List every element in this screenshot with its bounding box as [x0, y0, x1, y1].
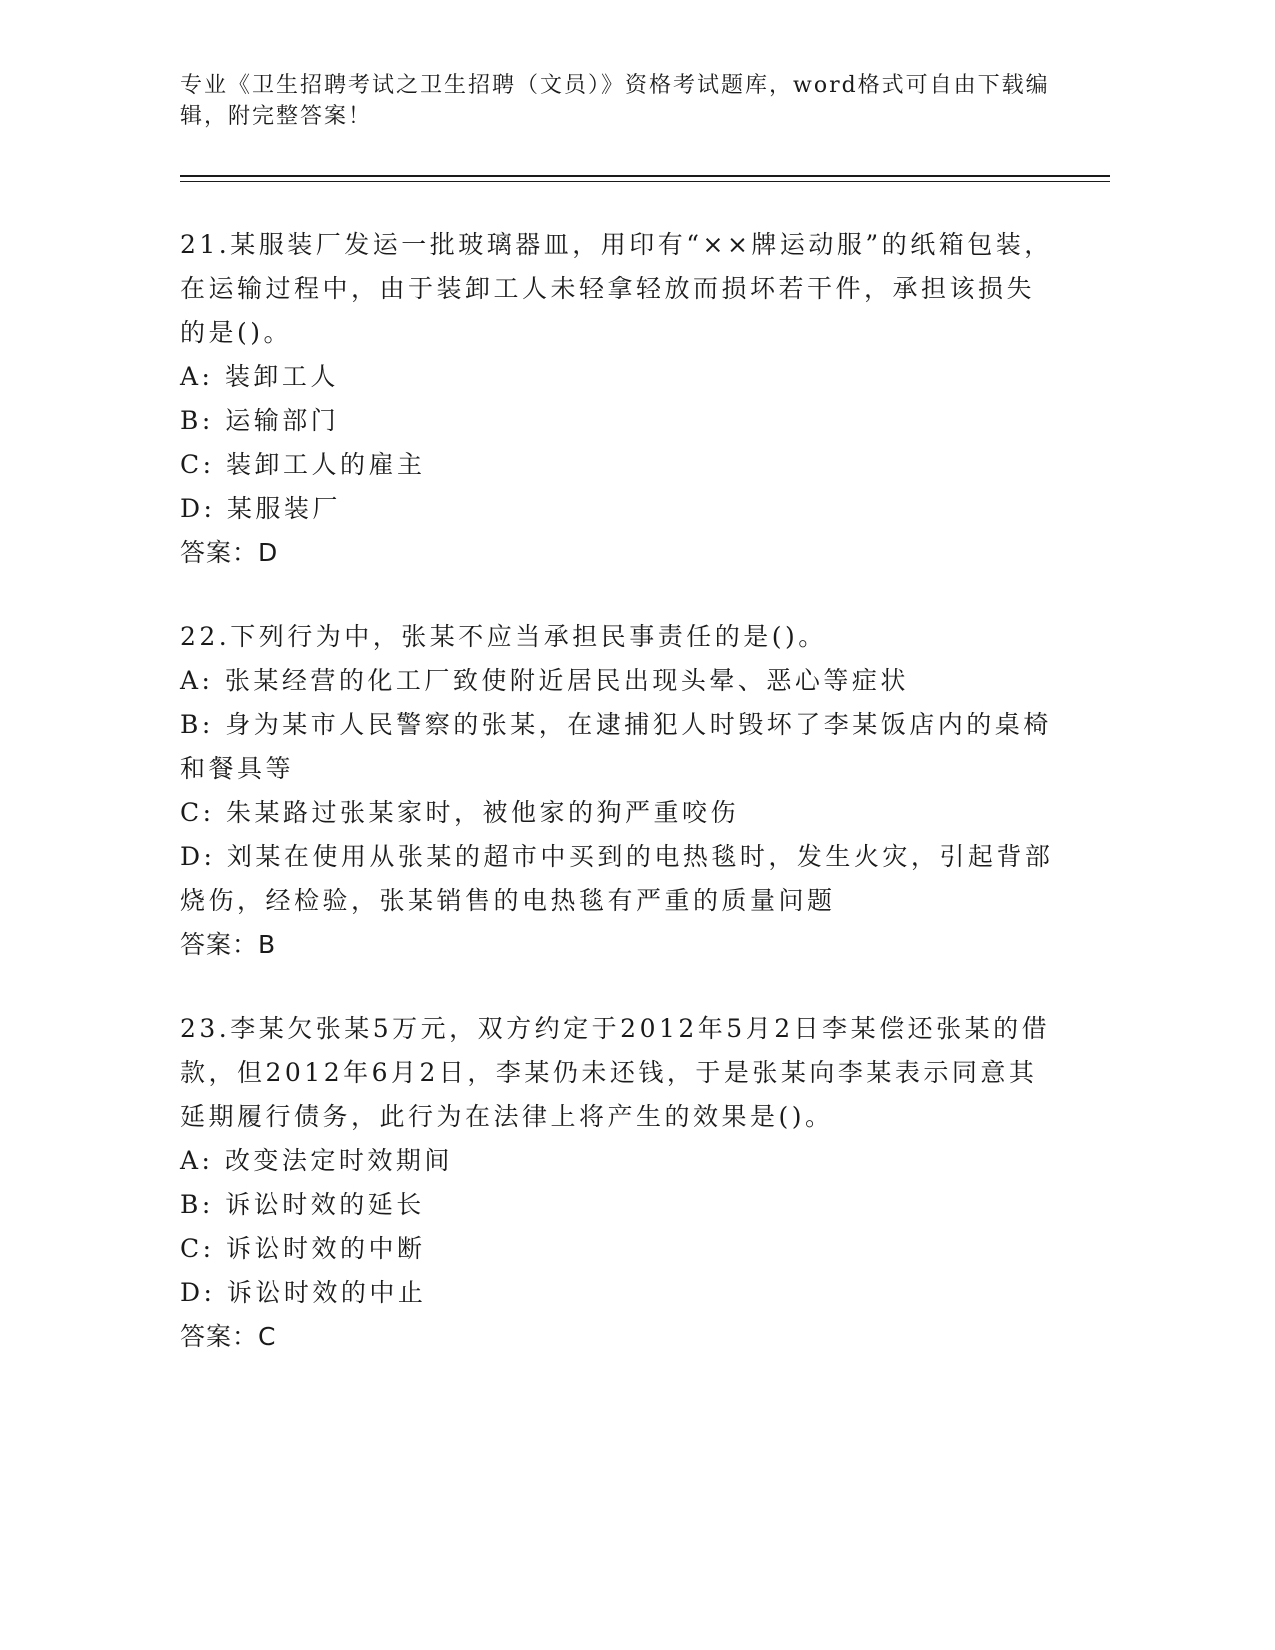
- option-d: D: 诉讼时效的中止: [180, 1278, 427, 1307]
- option-a: A: 装卸工人: [180, 362, 339, 391]
- question-23: [180, 1007, 1060, 1359]
- option-b: B: 诉讼时效的延长: [180, 1190, 425, 1219]
- answer-line: 答案：C: [180, 1322, 277, 1351]
- header-rule-thin: [180, 181, 1110, 182]
- question-stem: 23.李某欠张某5万元，双方约定于2012年5月2日李某偿还张某的借款，但2012年6月2日，李某仍未还钱，于是张某向李某表示同意其延期履行债务，此行为在法律上将产生的效果是()。: [180, 1014, 1051, 1131]
- question-stem: 21.某服装厂发运一批玻璃器皿，用印有“××牌运动服”的纸箱包装，在运输过程中，由于装卸工人未轻拿轻放而损坏若干件，承担该损失的是()。: [180, 230, 1053, 347]
- option-a: A: 张某经营的化工厂致使附近居民出现头晕、恶心等症状: [180, 666, 909, 695]
- question-22: [180, 615, 1060, 967]
- option-b: B: 身为某市人民警察的张某，在逮捕犯人时毁坏了李某饭店内的桌椅和餐具等: [180, 710, 1052, 783]
- option-d: D: 刘某在使用从张某的超市中买到的电热毯时，发生火灾，引起背部烧伤，经检验，张某销售的电热毯有严重的质量问题: [180, 842, 1054, 915]
- answer-line: 答案：D: [180, 538, 279, 567]
- question-21: [180, 223, 1060, 575]
- option-b: B: 运输部门: [180, 406, 340, 435]
- answer-line: 答案：B: [180, 930, 277, 959]
- option-d: D: 某服装厂: [180, 494, 341, 523]
- header-rule-thick: [180, 175, 1110, 177]
- option-c: C: 朱某路过张某家时，被他家的狗严重咬伤: [180, 798, 739, 827]
- option-c: C: 诉讼时效的中断: [180, 1234, 426, 1263]
- option-c: C: 装卸工人的雇主: [180, 450, 426, 479]
- question-stem: 22.下列行为中，张某不应当承担民事责任的是()。: [180, 622, 827, 651]
- option-a: A: 改变法定时效期间: [180, 1146, 453, 1175]
- document-intro: 专业《卫生招聘考试之卫生招聘（文员）》资格考试题库，word格式可自由下载编辑，附完整答案！: [180, 73, 1050, 129]
